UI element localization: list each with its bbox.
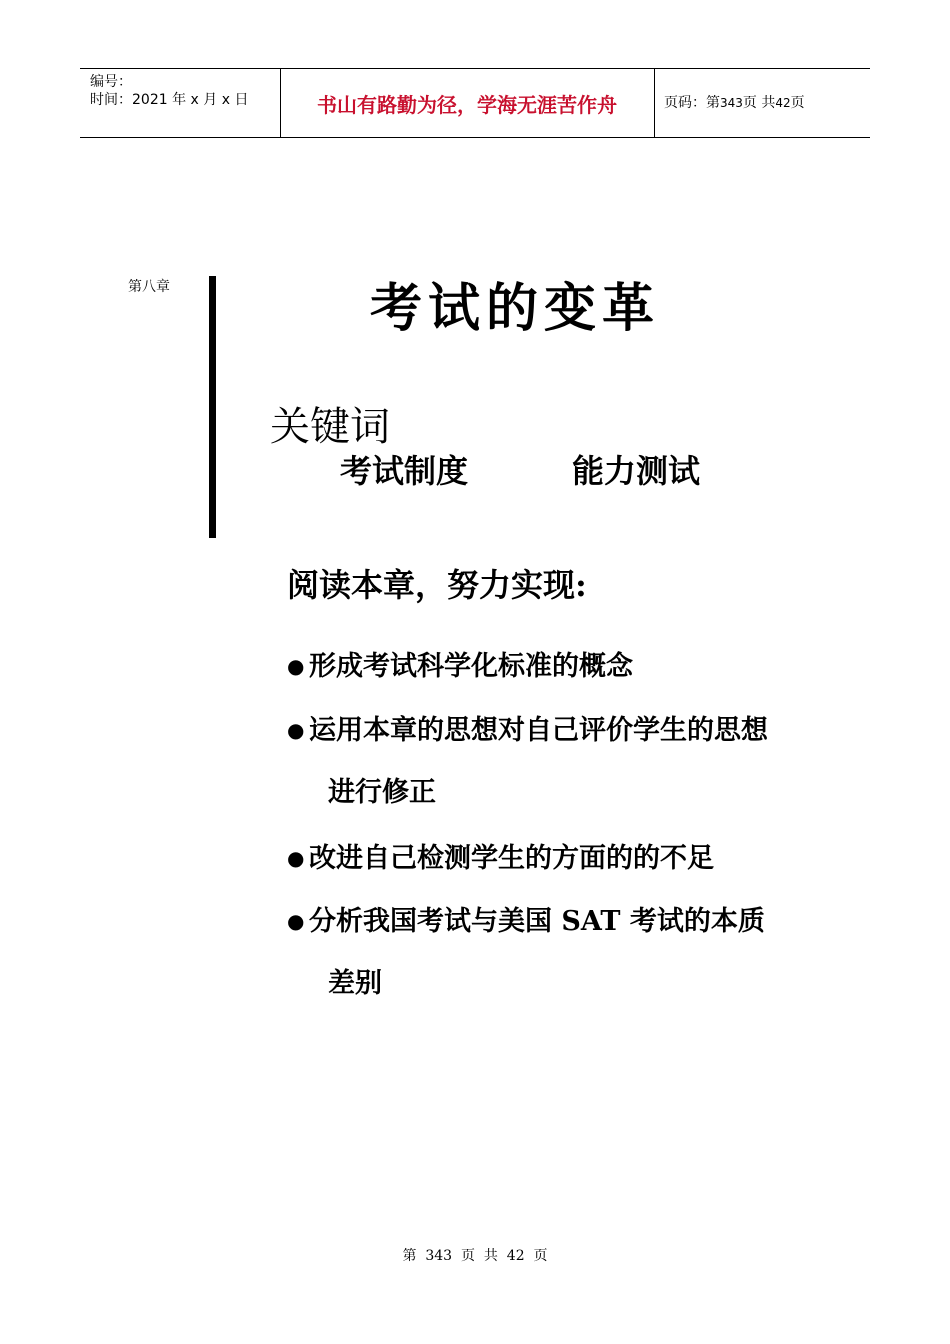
header-page-cell [655,69,870,137]
page-header [80,68,870,138]
bullet-icon: ● [287,718,305,742]
bullet-icon: ● [287,654,305,678]
goal-item [287,648,633,685]
goal-item [287,903,765,940]
goal-item [287,712,768,749]
keywords-heading: 关键词 [270,404,390,450]
page-mid: 页 共 [742,95,776,111]
keyword-item: 能力测试 [572,452,701,490]
header-motto-cell [280,69,655,137]
motto-text: 书山有路勤为径，学海无涯苦作舟 [317,93,617,117]
page-current: 343 [720,96,743,110]
number-label: 编号： [90,74,132,90]
bullet-icon: ● [287,909,305,933]
page-footer: 第 343 页 共 42 页 [402,1248,548,1264]
chapter-label: 第八章 [128,279,170,295]
header-meta-cell [80,69,281,137]
page-suffix: 页 [790,95,805,111]
goal-text: 分析我国考试与美国 SAT 考试的本质 [309,906,765,937]
chapter-title: 考试的变革 [369,278,660,339]
page-prefix: 页码：第 [664,95,720,111]
goal-text-continuation: 进行修正 [328,777,436,808]
goal-text: 运用本章的思想对自己评价学生的思想 [309,715,768,746]
goals-heading: 阅读本章，努力实现: [287,566,587,604]
page-total: 42 [775,96,791,110]
goal-text: 改进自己检测学生的方面的的不足 [309,843,714,874]
goal-item [287,840,714,877]
page-number-info [664,93,805,113]
goal-text-continuation: 差别 [328,968,382,999]
keyword-item: 考试制度 [340,452,469,490]
goal-text: 形成考试科学化标准的概念 [309,651,633,682]
chapter-divider-bar [209,276,216,538]
date-label: 时间：2021 年 x 月 x 日 [90,92,249,108]
bullet-icon: ● [287,846,305,870]
